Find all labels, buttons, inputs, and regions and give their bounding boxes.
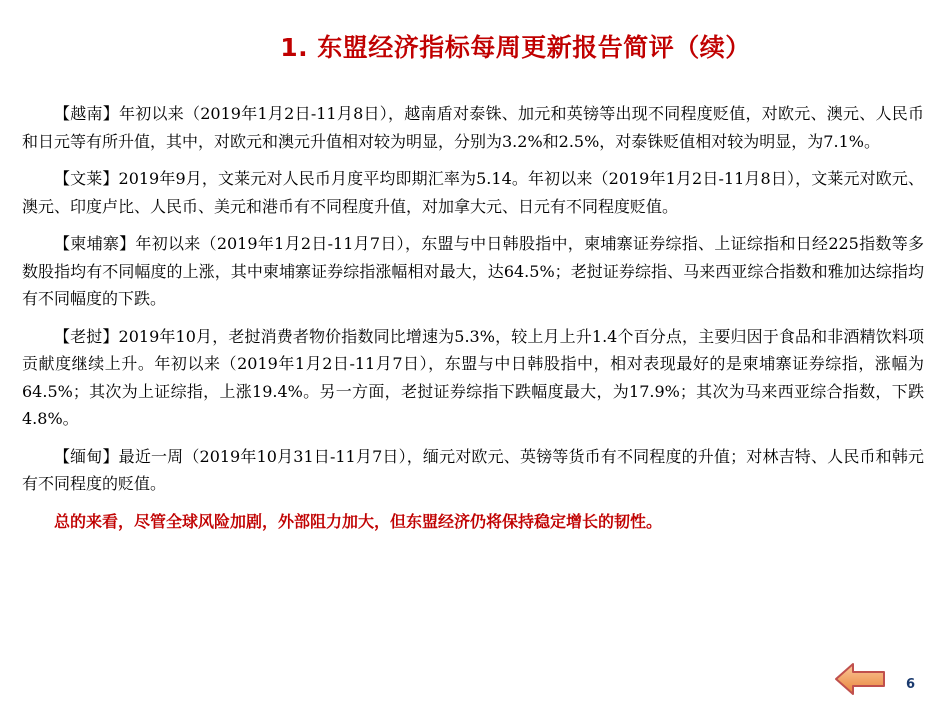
paragraph-brunei: 【文莱】2019年9月，文莱元对人民币月度平均即期汇率为5.14。年初以来（2019年1月2日-11月8日），文莱元对欧元、澳元、印度卢比、人民币、美元和港币有不同程度升值，对加拿大元、日元有不同程度贬值。: [22, 169, 924, 216]
back-button[interactable]: [834, 662, 886, 696]
paragraph-vietnam: 【越南】年初以来（2019年1月2日-11月8日），越南盾对泰铢、加元和英镑等出现不同程度贬值，对欧元、澳元、人民币和日元等有所升值，其中，对欧元和澳元升值相对较为明显，分别为3.2%和2.5%，对泰铢贬值相对较为明显，为7.1%。: [22, 104, 924, 151]
paragraph-laos: 【老挝】2019年10月，老挝消费者物价指数同比增速为5.3%，较上月上升1.4个百分点，主要归因于食品和非酒精饮料项贡献度继续上升。年初以来（2019年1月2日-11月7日），东盟与中日韩股指中，相对表现最好的是柬埔寨证券综指，涨幅为64.5%；其次为上证综指，上涨19.4%。另一方面，老挝证券综指下跌幅度最大，为17.9%；其次为马来西亚综合指数，下跌4.8%。: [22, 326, 924, 428]
slide-title: 1. 东盟经济指标每周更新报告简评（续）: [280, 33, 751, 62]
page-number: 6: [906, 677, 916, 692]
left-arrow-icon: [834, 662, 886, 696]
paragraph-myanmar: 【缅甸】最近一周（2019年10月31日-11月7日），缅元对欧元、英镑等货币有不同程度的升值；对林吉特、人民币和韩元有不同程度的贬值。: [22, 446, 924, 493]
paragraph-cambodia: 【柬埔寨】年初以来（2019年1月2日-11月7日），东盟与中日韩股指中，柬埔寨证券综指、上证综指和日经225指数等多数股指均有不同幅度的上涨，其中柬埔寨证券综指涨幅相对最大，达64.5%；老挝证券综指、马来西亚综合指数和雅加达综指均有不同幅度的下跌。: [22, 234, 924, 308]
report-body: [22, 100, 924, 535]
summary-conclusion: 总的来看，尽管全球风险加剧，外部阻力加大，但东盟经济仍将保持稳定增长的韧性。: [54, 511, 663, 531]
